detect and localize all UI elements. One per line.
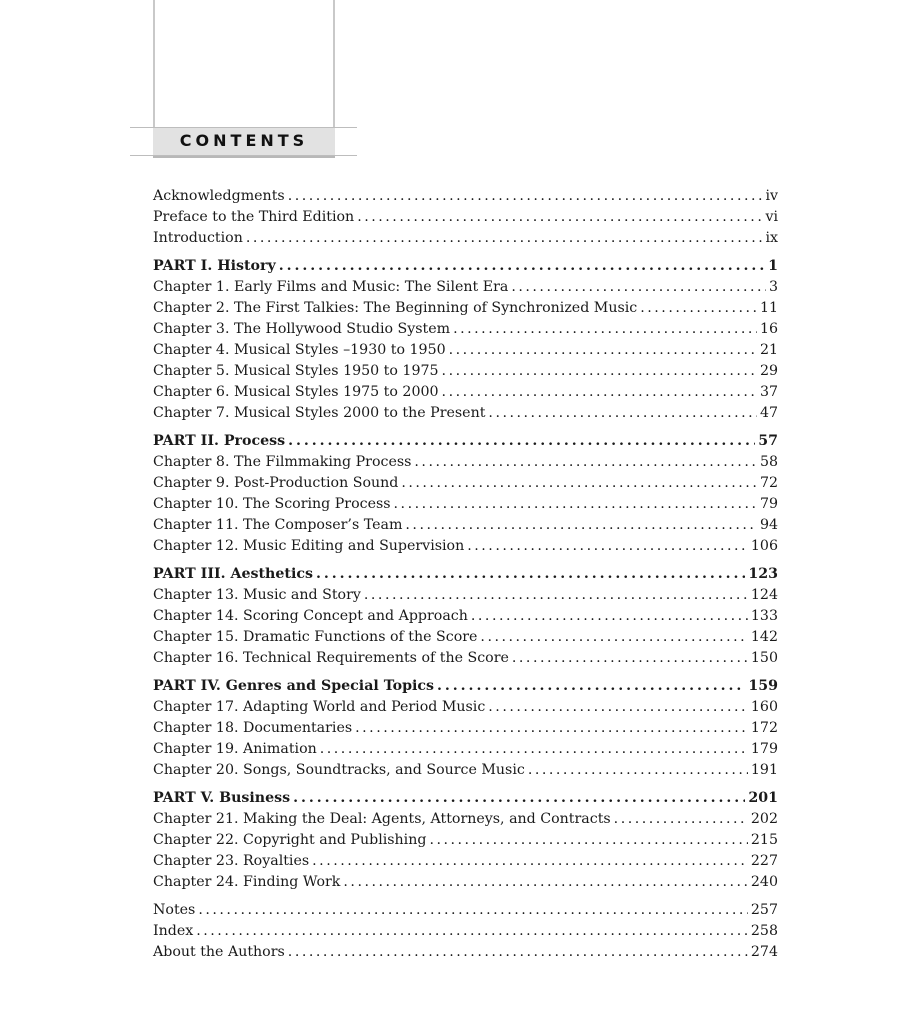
dot-leader — [394, 494, 757, 515]
dot-leader — [449, 340, 757, 361]
toc-page-number: 258 — [750, 923, 778, 939]
dot-leader — [364, 585, 748, 606]
dot-leader — [246, 228, 763, 249]
toc-entry-title: PART III. Aesthetics — [153, 566, 313, 582]
dot-leader — [471, 606, 748, 627]
toc-back-matter-entry[interactable] — [153, 900, 778, 921]
toc-page-number: 160 — [750, 699, 778, 715]
toc-page-number: 202 — [750, 811, 778, 827]
toc-chapter-entry[interactable] — [153, 830, 778, 851]
toc-page-number: 37 — [759, 384, 778, 400]
toc-page-number: iv — [765, 188, 778, 204]
toc-entry-title: Chapter 6. Musical Styles 1975 to 2000 — [153, 384, 439, 400]
toc-chapter-entry[interactable] — [153, 515, 778, 536]
dot-leader — [357, 207, 762, 228]
toc-page-number: 142 — [750, 629, 778, 645]
toc-back-matter-entry[interactable] — [153, 921, 778, 942]
toc-entry-title: Index — [153, 923, 194, 939]
toc-page-number: 123 — [748, 566, 778, 582]
dot-leader — [614, 809, 748, 830]
toc-entry-title: Chapter 17. Adapting World and Period Music — [153, 699, 486, 715]
toc-front-matter-entry[interactable] — [153, 186, 778, 207]
dot-leader — [640, 298, 757, 319]
toc-entry-title: Chapter 7. Musical Styles 2000 to the Present — [153, 405, 486, 421]
dot-leader — [198, 900, 748, 921]
toc-entry-title: Chapter 9. Post-Production Sound — [153, 475, 399, 491]
toc-page-number: 179 — [750, 741, 778, 757]
toc-entry-title: Chapter 11. The Composer’s Team — [153, 517, 403, 533]
toc-page-number: 47 — [759, 405, 778, 421]
toc-front-matter-entry[interactable] — [153, 228, 778, 249]
toc-page-number: 11 — [759, 300, 778, 316]
toc-page-number: 191 — [750, 762, 778, 778]
toc-entry-title: Introduction — [153, 230, 243, 246]
right-guide-line — [333, 0, 335, 127]
dot-leader — [528, 760, 748, 781]
toc-entry-title: Notes — [153, 902, 196, 918]
toc-part-heading[interactable] — [153, 676, 778, 697]
toc-back-matter-entry[interactable] — [153, 942, 778, 963]
toc-part-heading[interactable] — [153, 564, 778, 585]
toc-entry-title: Chapter 15. Dramatic Functions of the Score — [153, 629, 478, 645]
dot-leader — [429, 830, 747, 851]
table-of-contents — [153, 186, 778, 963]
dot-leader — [467, 536, 748, 557]
toc-entry-title: PART II. Process — [153, 433, 286, 449]
toc-entry-title: Chapter 23. Royalties — [153, 853, 310, 869]
toc-chapter-entry[interactable] — [153, 718, 778, 739]
toc-page-number: 1 — [768, 258, 778, 274]
toc-entry-title: Chapter 8. The Filmmaking Process — [153, 454, 412, 470]
toc-page-number: 106 — [750, 538, 778, 554]
toc-entry-title: Chapter 19. Animation — [153, 741, 317, 757]
toc-entry-title: Chapter 13. Music and Story — [153, 587, 361, 603]
toc-entry-title: Chapter 12. Music Editing and Supervision — [153, 538, 465, 554]
toc-entry-title: Preface to the Third Edition — [153, 209, 355, 225]
toc-entry-title: Chapter 2. The First Talkies: The Beginning of Synchronized Music — [153, 300, 638, 316]
toc-page-number: ix — [765, 230, 778, 246]
toc-chapter-entry[interactable] — [153, 627, 778, 648]
toc-entry-title: Chapter 4. Musical Styles –1930 to 1950 — [153, 342, 446, 358]
toc-page-number: 58 — [759, 454, 778, 470]
dot-leader — [343, 872, 748, 893]
toc-chapter-entry[interactable] — [153, 760, 778, 781]
page-title: CONTENTS — [179, 131, 309, 150]
dot-leader — [405, 515, 757, 536]
toc-chapter-entry[interactable] — [153, 403, 778, 424]
toc-entry-title: Acknowledgments — [153, 188, 285, 204]
toc-part-heading[interactable] — [153, 788, 778, 809]
toc-chapter-entry[interactable] — [153, 319, 778, 340]
toc-front-matter-entry[interactable] — [153, 207, 778, 228]
toc-chapter-entry[interactable] — [153, 361, 778, 382]
dot-leader — [442, 361, 757, 382]
toc-page-number: 16 — [759, 321, 778, 337]
toc-chapter-entry[interactable] — [153, 473, 778, 494]
toc-entry-title: Chapter 16. Technical Requirements of the Score — [153, 650, 509, 666]
header-bottom-rule — [130, 155, 357, 156]
toc-page-number: 227 — [750, 853, 778, 869]
toc-page-number: 133 — [750, 608, 778, 624]
dot-leader — [196, 921, 748, 942]
toc-chapter-entry[interactable] — [153, 382, 778, 403]
toc-page-number: 3 — [768, 279, 778, 295]
toc-entry-title: Chapter 21. Making the Deal: Agents, Attorneys, and Contracts — [153, 811, 611, 827]
toc-page-number: 72 — [759, 475, 778, 491]
dot-leader — [288, 431, 755, 452]
toc-entry-title: Chapter 14. Scoring Concept and Approach — [153, 608, 468, 624]
header-top-rule — [130, 127, 357, 128]
toc-page-number: 21 — [759, 342, 778, 358]
dot-leader — [279, 256, 765, 277]
toc-page-number: vi — [765, 209, 778, 225]
toc-entry-title: Chapter 24. Finding Work — [153, 874, 341, 890]
dot-leader — [488, 697, 748, 718]
toc-page-number: 79 — [759, 496, 778, 512]
toc-chapter-entry[interactable] — [153, 340, 778, 361]
toc-entry-title: Chapter 5. Musical Styles 1950 to 1975 — [153, 363, 439, 379]
toc-chapter-entry[interactable] — [153, 585, 778, 606]
toc-chapter-entry[interactable] — [153, 452, 778, 473]
dot-leader — [293, 788, 745, 809]
toc-chapter-entry[interactable] — [153, 809, 778, 830]
dot-leader — [488, 403, 757, 424]
toc-page-number: 274 — [750, 944, 778, 960]
toc-entry-title: Chapter 20. Songs, Soundtracks, and Source Music — [153, 762, 525, 778]
toc-entry-title: Chapter 18. Documentaries — [153, 720, 353, 736]
dot-leader — [511, 277, 766, 298]
toc-page-number: 201 — [748, 790, 778, 806]
toc-chapter-entry[interactable] — [153, 494, 778, 515]
toc-page-number: 257 — [750, 902, 778, 918]
toc-chapter-entry[interactable] — [153, 298, 778, 319]
toc-page-number: 29 — [759, 363, 778, 379]
toc-page-number: 124 — [750, 587, 778, 603]
toc-page-number: 57 — [758, 433, 778, 449]
toc-chapter-entry[interactable] — [153, 739, 778, 760]
toc-entry-title: Chapter 10. The Scoring Process — [153, 496, 391, 512]
toc-entry-title: About the Authors — [153, 944, 285, 960]
toc-chapter-entry[interactable] — [153, 872, 778, 893]
dot-leader — [288, 942, 748, 963]
dot-leader — [453, 319, 757, 340]
toc-page-number: 94 — [759, 517, 778, 533]
toc-entry-title: Chapter 1. Early Films and Music: The Silent Era — [153, 279, 509, 295]
dot-leader — [442, 382, 757, 403]
dot-leader — [437, 676, 745, 697]
toc-chapter-entry[interactable] — [153, 851, 778, 872]
toc-chapter-entry[interactable] — [153, 697, 778, 718]
dot-leader — [320, 739, 748, 760]
dot-leader — [316, 564, 745, 585]
dot-leader — [512, 648, 748, 669]
section-spacer — [153, 893, 778, 900]
toc-chapter-entry[interactable] — [153, 536, 778, 557]
toc-entry-title: PART V. Business — [153, 790, 291, 806]
dot-leader — [288, 186, 763, 207]
toc-entry-title: PART I. History — [153, 258, 276, 274]
dot-leader — [414, 452, 757, 473]
toc-entry-title: PART IV. Genres and Special Topics — [153, 678, 435, 694]
dot-leader — [312, 851, 748, 872]
toc-part-heading[interactable] — [153, 431, 778, 452]
toc-chapter-entry[interactable] — [153, 277, 778, 298]
toc-chapter-entry[interactable] — [153, 606, 778, 627]
toc-chapter-entry[interactable] — [153, 648, 778, 669]
dot-leader — [355, 718, 748, 739]
toc-page-number: 240 — [750, 874, 778, 890]
toc-page-number: 150 — [750, 650, 778, 666]
toc-entry-title: Chapter 22. Copyright and Publishing — [153, 832, 427, 848]
toc-page-number: 159 — [748, 678, 778, 694]
toc-entry-title: Chapter 3. The Hollywood Studio System — [153, 321, 451, 337]
left-guide-line — [153, 0, 155, 127]
dot-leader — [401, 473, 757, 494]
toc-page-number: 215 — [750, 832, 778, 848]
toc-part-heading[interactable] — [153, 256, 778, 277]
dot-leader — [480, 627, 747, 648]
toc-page-number: 172 — [750, 720, 778, 736]
